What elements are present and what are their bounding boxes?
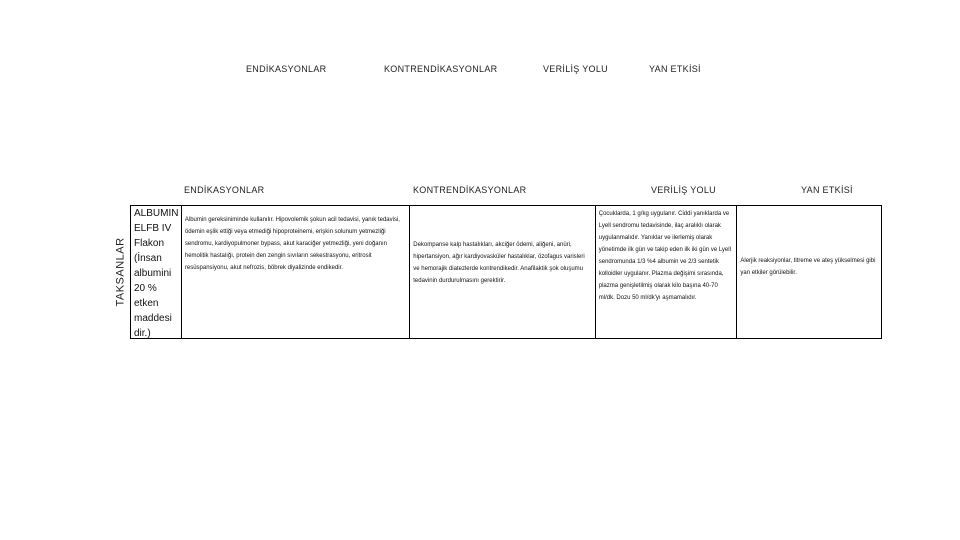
side-effect-cell: Alerjik reaksiyonlar, titreme ve ateş yükselmesi gibi yan etkiler görülebilir. [740, 258, 876, 276]
drug-table [130, 205, 882, 339]
table-header-side-effects: YAN ETKİSİ [801, 185, 853, 195]
contraindication-cell: Dekompanse kalp hastalıkları, akciğer ödemi, aliğeni, anüri, hipertansiyon, ağır kardiyovasküler hastalıklar, özofagus varisleri ve hemorajik diatezlerde kontrendikedir. Anafilaktik şok oluşumu tedavinin durdurulmasını gerektirir. [410, 206, 596, 338]
row-label-cell [111, 205, 130, 339]
top-header-route: VERİLİŞ YOLU [543, 64, 608, 74]
drug-name-cell: ALBUMIN ELFB IV Flakon (İnsan albumini 20 % etken maddesi dir.) [131, 206, 182, 338]
table-header-indications: ENDİKASYONLAR [184, 185, 265, 195]
indication-cell: Albumin gereksiniminde kullanılır. Hipovolemik şokun acil tedavisi, yanık tedavisi, ödemin eşlik ettiği veya etmediği hipoproteinemi, erişkin solunum yetmezliği sendromu, kardiyopulmoner bypass, akut karaciğer yetmezliği, yeni doğanın hemolitik hastalığı, protein den zengin sıvıların sekestrasyonu, eritrosit resüspansiyonu, akut nefrozis, böbrek diyalizinde endikedir. [182, 206, 410, 338]
table-header-contraindications: KONTRENDİKASYONLAR [413, 185, 527, 195]
top-header-side-effects: YAN ETKİSİ [649, 64, 701, 74]
table-header-route: VERİLİŞ YOLU [651, 185, 716, 195]
top-header-contraindications: KONTRENDİKASYONLAR [384, 64, 498, 74]
top-header-indications: ENDİKASYONLAR [246, 64, 327, 74]
row-label: TAKSANLAR [114, 237, 127, 307]
route-cell: Çocuklarda, 1 g/kg uygulanır. Ciddi yanıklarda ve Lyell sendromu tedavisinde, ilaç aralıklı olarak uygulanmalıdır. Yanıklar ve ilerlemiş olarak yönetimde ilk gün ve takip eden ilk iki gün ve Lyell sendromunda 1/3 %4 albumin ve 2/3 sentetik kolloidler uygulanır. Plazma değişimi sırasında, plazma genişletilmiş olarak kilo başına 40-70 ml/dk. Dozu 50 ml/dk'yı aşmamalıdır. [596, 206, 738, 338]
